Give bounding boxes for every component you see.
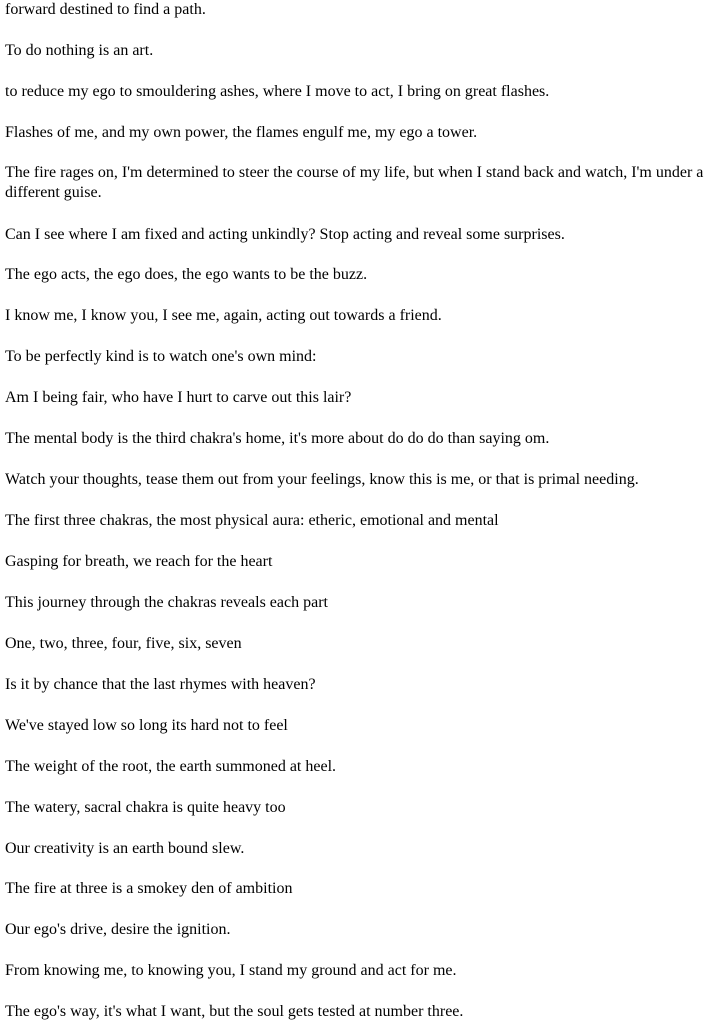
text-line: To do nothing is an art. — [5, 42, 154, 59]
text-line: From knowing me, to knowing you, I stand my ground and act for me. — [5, 962, 457, 979]
text-line: Is it by chance that the last rhymes with heaven? — [5, 676, 316, 693]
text-line: to reduce my ego to smouldering ashes, where I move to act, I bring on great flashes. — [5, 83, 550, 100]
text-line: The ego's way, it's what I want, but the soul gets tested at number three. — [5, 1003, 464, 1020]
text-line: One, two, three, four, five, six, seven — [5, 635, 242, 652]
text-line: The fire at three is a smokey den of ambition — [5, 880, 293, 897]
text-line: Our ego's drive, desire the ignition. — [5, 921, 231, 938]
text-line: Am I being fair, who have I hurt to carve out this lair? — [5, 389, 352, 406]
text-line: The weight of the root, the earth summoned at heel. — [5, 758, 337, 775]
text-line: Gasping for breath, we reach for the heart — [5, 553, 273, 570]
text-line: The fire rages on, I'm determined to steer the course of my life, but when I stand back and watch, I'm under a different guise. — [5, 164, 704, 201]
text-line: Watch your thoughts, tease them out from your feelings, know this is me, or that is primal needing. — [5, 471, 639, 488]
text-line: I know me, I know you, I see me, again, acting out towards a friend. — [5, 307, 442, 324]
text-line: The watery, sacral chakra is quite heavy too — [5, 799, 286, 816]
text-line: Flashes of me, and my own power, the flames engulf me, my ego a tower. — [5, 124, 478, 141]
text-line: This journey through the chakras reveals each part — [5, 594, 328, 611]
text-line: The mental body is the third chakra's home, it's more about do do do than saying om. — [5, 430, 550, 447]
text-line: The ego acts, the ego does, the ego wants to be the buzz. — [5, 266, 368, 283]
text-line: Our creativity is an earth bound slew. — [5, 840, 245, 857]
text-line: Can I see where I am fixed and acting unkindly? Stop acting and reveal some surprises. — [5, 226, 565, 243]
text-line: forward destined to find a path. — [5, 1, 206, 18]
text-line: To be perfectly kind is to watch one's own mind: — [5, 348, 317, 365]
text-line: We've stayed low so long its hard not to feel — [5, 717, 288, 734]
text-line: The first three chakras, the most physical aura: etheric, emotional and mental — [5, 512, 499, 529]
